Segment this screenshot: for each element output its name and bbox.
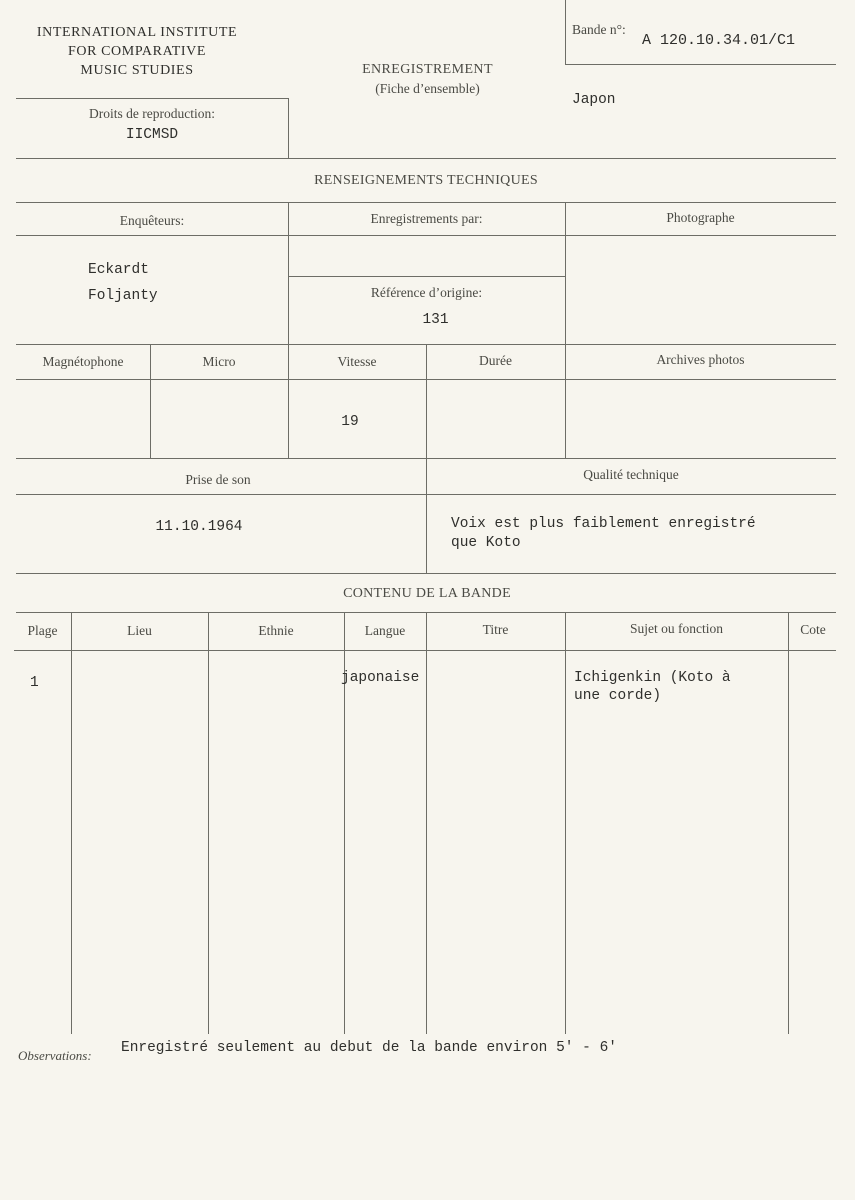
prise-header-rule <box>16 494 836 495</box>
qualite-technique-label: Qualité technique <box>583 467 679 482</box>
archives-photos-label: Archives photos <box>656 352 745 367</box>
col-header-langue: Langue <box>364 623 406 638</box>
qualite-line-1: Voix est plus faiblement enregistré <box>451 516 756 532</box>
col-header-sujet: Sujet ou fonction <box>630 621 723 636</box>
col-header-titre: Titre <box>482 622 509 637</box>
vitesse-value: 19 <box>341 414 359 430</box>
enregistrements-label: Enregistrements par: <box>370 211 483 226</box>
content-col-divider-4 <box>426 612 427 1034</box>
observations-label: Observations: <box>18 1048 92 1063</box>
content-col-divider-6 <box>788 612 789 1034</box>
observations-value: Enregistré seulement au debut de la bande environ 5' - 6' <box>121 1040 617 1056</box>
col-header-ethnie: Ethnie <box>258 623 294 638</box>
tech-bottom-rule <box>16 573 836 574</box>
droits-value: IICMSD <box>125 127 179 143</box>
vitesse-label: Vitesse <box>337 354 377 369</box>
row-sujet-line-2: une corde) <box>574 688 662 704</box>
content-col-divider-2 <box>208 612 209 1034</box>
droits-box-right-border <box>288 98 289 158</box>
enqueteur-1: Eckardt <box>88 262 149 278</box>
col-header-lieu: Lieu <box>127 623 152 638</box>
row-plage: 1 <box>30 675 39 691</box>
enqueteur-2: Foljanty <box>88 288 158 304</box>
photographe-label: Photographe <box>666 210 735 225</box>
reference-value: 131 <box>422 312 449 328</box>
col-header-plage: Plage <box>27 623 58 638</box>
equip-header-rule <box>16 379 836 380</box>
bande-box-left-border <box>565 0 566 64</box>
tech-section-title: RENSEIGNEMENTS TECHNIQUES <box>314 173 538 188</box>
prise-de-son-value: 11.10.1964 <box>155 519 243 535</box>
duree-label: Durée <box>479 353 512 368</box>
reference-label: Référence d’origine: <box>370 285 483 300</box>
reference-top-rule <box>288 276 565 277</box>
row-sujet-line-1: Ichigenkin (Koto à <box>574 670 731 686</box>
qualite-line-2: que Koto <box>451 535 521 551</box>
enqueteurs-label: Enquêteurs: <box>119 213 185 228</box>
institute-line-3: MUSIC STUDIES <box>80 63 194 78</box>
tech-header-rule <box>16 235 836 236</box>
droits-label: Droits de reproduction: <box>89 106 215 121</box>
form-subtitle: (Fiche d’ensemble) <box>375 81 480 96</box>
content-header-rule <box>14 650 836 651</box>
form-title: ENREGISTREMENT <box>362 62 493 77</box>
col-header-cote: Cote <box>800 622 826 637</box>
bande-value: A 120.10.34.01/C1 <box>642 32 796 49</box>
content-col-divider-5 <box>565 612 566 1034</box>
prise-de-son-label: Prise de son <box>185 472 251 487</box>
row-langue: japonaise <box>341 670 420 686</box>
institute-line-2: FOR COMPARATIVE <box>67 44 206 59</box>
content-col-divider-1 <box>71 612 72 1034</box>
header-bottom-rule <box>16 158 836 159</box>
institute-name <box>14 23 260 80</box>
magnetophone-label: Magnétophone <box>42 354 124 369</box>
content-section-title: CONTENU DE LA BANDE <box>343 586 511 601</box>
tech-title-rule <box>16 202 836 203</box>
bande-box-bottom-border <box>565 64 836 65</box>
country-value: Japon <box>572 92 616 108</box>
droits-box-top-border <box>16 98 288 99</box>
institute-line-1: INTERNATIONAL INSTITUTE <box>36 25 238 40</box>
micro-label: Micro <box>202 354 236 369</box>
bande-label: Bande n°: <box>572 22 626 37</box>
